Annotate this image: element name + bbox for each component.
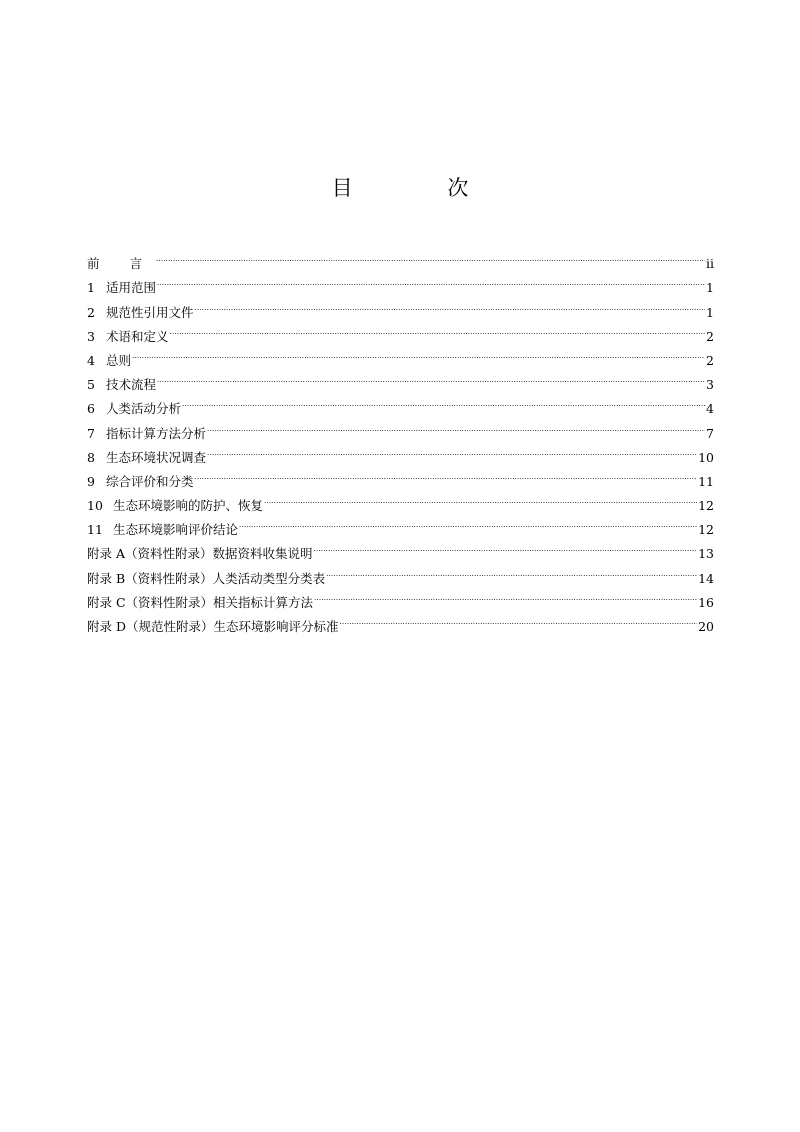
toc-entry-page: 1 [706, 304, 714, 320]
toc-dot-leader [340, 607, 698, 631]
toc-dot-leader [207, 413, 705, 437]
toc-entry-label: 总则 [106, 352, 132, 368]
toc-dot-leader [314, 583, 697, 607]
toc-entry-label: 人类活动分析 [106, 401, 182, 417]
toc-entry-label: 指标计算方法分析 [106, 425, 207, 441]
toc-entry-page: 14 [698, 570, 714, 586]
toc-entry-number: 10 [87, 498, 103, 514]
toc-entry-page: 13 [698, 546, 714, 562]
page-title: 目 次 [331, 176, 513, 200]
toc-entry-label: 附录 C（资料性附录）相关指标计算方法 [87, 594, 314, 610]
toc-entry-page: 16 [698, 594, 714, 610]
toc-entry-page: 11 [698, 473, 714, 489]
toc-entry-3[interactable] [87, 317, 714, 344]
toc-entry-7[interactable] [87, 413, 714, 441]
toc-entry-page: 10 [698, 449, 714, 465]
toc-entry-page: 12 [698, 498, 714, 514]
toc-entry-number: 11 [87, 522, 103, 538]
toc-dot-leader [170, 317, 706, 341]
toc-dot-leader [157, 365, 705, 389]
toc-entry-label: 前 言 [87, 256, 155, 272]
toc-entry-label: 适用范围 [106, 280, 157, 296]
toc-entry-label: 生态环境影响的防护、恢复 [113, 498, 264, 514]
toc-dot-leader [314, 534, 698, 558]
toc-entry-page: 2 [706, 328, 714, 344]
toc-entry-1[interactable] [87, 268, 714, 296]
toc-entry-page: 3 [706, 377, 714, 393]
toc-entry-label: 附录 A（资料性附录）数据资料收集说明 [87, 546, 313, 562]
toc-dot-leader [156, 244, 705, 268]
toc-entry-page: ii [706, 256, 714, 272]
toc-entry-2[interactable] [87, 292, 714, 320]
table-of-contents [87, 244, 714, 634]
toc-dot-leader [239, 510, 697, 534]
toc-dot-leader [195, 462, 698, 486]
toc-entry-number: 7 [87, 425, 95, 441]
toc-dot-leader [157, 268, 705, 292]
toc-entry-label: 规范性引用文件 [106, 304, 194, 320]
toc-entry-page: 4 [706, 401, 714, 417]
toc-entry-5[interactable] [87, 365, 714, 393]
toc-entry-preface[interactable] [87, 244, 714, 272]
toc-entry-label: 生态环境影响评价结论 [113, 522, 239, 538]
toc-dot-leader [264, 486, 697, 510]
toc-entry-label: 技术流程 [106, 377, 157, 393]
toc-dot-leader [132, 341, 705, 365]
toc-entry-page: 2 [706, 352, 714, 368]
toc-entry-4[interactable] [87, 341, 714, 368]
toc-entry-number: 6 [87, 401, 95, 417]
toc-dot-leader [207, 438, 697, 462]
toc-dot-leader [326, 558, 697, 582]
toc-dot-leader [182, 389, 705, 413]
toc-entry-label: 附录 D（规范性附录）生态环境影响评分标准 [87, 619, 339, 634]
toc-entry-page: 20 [698, 619, 714, 634]
toc-entry-page: 7 [706, 425, 714, 441]
toc-entry-number: 3 [87, 328, 95, 344]
toc-entry-label: 生态环境状况调查 [106, 449, 207, 465]
toc-entry-page: 1 [706, 280, 714, 296]
toc-entry-number: 1 [87, 280, 95, 296]
toc-entry-number: 8 [87, 449, 95, 465]
toc-dot-leader [195, 292, 706, 316]
toc-entry-label: 综合评价和分类 [106, 473, 194, 489]
toc-entry-6[interactable] [87, 389, 714, 417]
toc-entry-label: 附录 B（资料性附录）人类活动类型分类表 [87, 570, 326, 586]
toc-entry-label: 术语和定义 [106, 328, 169, 344]
toc-entry-number: 4 [87, 352, 95, 368]
toc-entry-number: 9 [87, 473, 95, 489]
toc-entry-number: 2 [87, 304, 95, 320]
toc-entry-number: 5 [87, 377, 95, 393]
toc-entry-page: 12 [698, 522, 714, 538]
